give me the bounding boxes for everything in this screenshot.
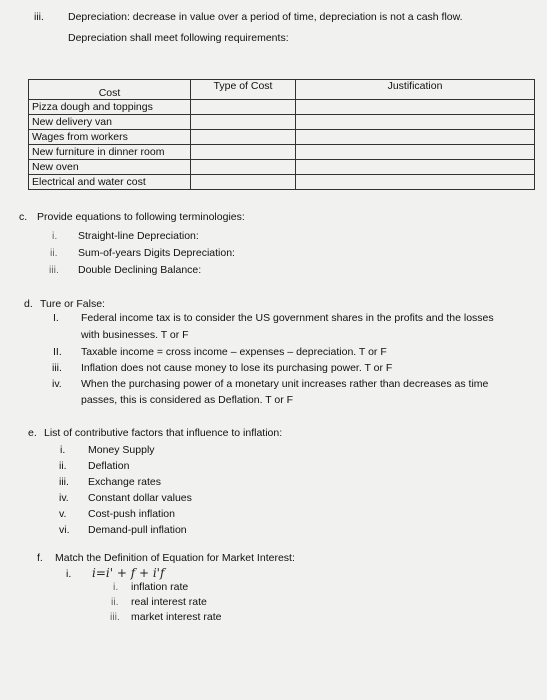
item-number: iii.	[110, 611, 120, 623]
list-item: Demand-pull inflation	[88, 524, 187, 536]
section-e-letter: e.	[28, 427, 37, 439]
item-number: i.	[60, 444, 66, 456]
table-header-row	[29, 80, 535, 100]
section-d-title: Ture or False:	[40, 298, 105, 310]
list-item: Sum-of-years Digits Depreciation:	[78, 247, 235, 259]
list-item: Deflation	[88, 460, 130, 472]
table-cell[interactable]	[191, 130, 296, 145]
table-cell[interactable]	[296, 175, 535, 190]
item-number: v.	[59, 508, 67, 520]
table-cell[interactable]	[296, 130, 535, 145]
list-item: Double Declining Balance:	[78, 264, 202, 276]
item-number: iv.	[52, 378, 62, 390]
item-number: i.	[66, 568, 72, 580]
list-item: real interest rate	[131, 596, 207, 608]
item-number: ii.	[59, 460, 67, 472]
section-f-letter: f.	[37, 552, 43, 564]
list-item: Money Supply	[88, 444, 155, 456]
table-cell: Pizza dough and toppings	[29, 100, 191, 115]
table-cell: Wages from workers	[29, 130, 191, 145]
list-item: inflation rate	[131, 581, 189, 593]
statement-text: Federal income tax is to consider the US government shares in the profits and the losses	[81, 312, 494, 324]
table-cell[interactable]	[191, 145, 296, 160]
section-c-title: Provide equations to following terminologies:	[37, 211, 245, 223]
item-number: iv.	[59, 492, 69, 504]
statement-text: Taxable income = cross income – expenses – depreciation. T or F	[81, 346, 387, 358]
depreciation-definition: Depreciation: decrease in value over a period of time, depreciation is not a cash flow.	[68, 11, 463, 23]
table-cell[interactable]	[191, 100, 296, 115]
table-row	[29, 175, 535, 190]
table-cell[interactable]	[296, 160, 535, 175]
statement-text: When the purchasing power of a monetary unit increases rather than decreases as time	[81, 378, 489, 390]
table-cell: New delivery van	[29, 115, 191, 130]
list-item: market interest rate	[131, 611, 222, 623]
statement-text: passes, this is considered as Deflation. T or F	[81, 394, 294, 406]
item-number: ii.	[50, 247, 58, 259]
table-cell: New furniture in dinner room	[29, 145, 191, 160]
item-number: i.	[52, 230, 58, 242]
table-cell[interactable]	[191, 175, 296, 190]
statement-text: Inflation does not cause money to lose its purchasing power. T or F	[81, 362, 393, 374]
table-cell[interactable]	[296, 115, 535, 130]
item-number: ii.	[111, 596, 119, 608]
item-number: iii.	[52, 362, 62, 374]
depreciation-requirements: Depreciation shall meet following requirements:	[68, 32, 289, 44]
header-justification: Justification	[296, 80, 535, 100]
item-number: iii.	[49, 264, 59, 276]
table-row	[29, 115, 535, 130]
item-number: iii.	[59, 476, 69, 488]
header-cost: Cost	[29, 80, 191, 100]
table-row	[29, 145, 535, 160]
list-item: Exchange rates	[88, 476, 161, 488]
section-numeral: iii.	[34, 11, 44, 23]
section-e-title: List of contributive factors that influence to inflation:	[44, 427, 283, 439]
list-item: Constant dollar values	[88, 492, 192, 504]
statement-text: with businesses. T or F	[81, 329, 189, 341]
table-row	[29, 160, 535, 175]
item-number: II.	[53, 346, 62, 358]
table-cell: New oven	[29, 160, 191, 175]
market-interest-equation: i=i' + f + i'f	[92, 566, 165, 580]
section-c-letter: c.	[19, 211, 28, 223]
list-item: Straight-line Depreciation:	[78, 230, 199, 242]
item-number: i.	[113, 581, 119, 593]
table-cell[interactable]	[191, 160, 296, 175]
table-cell[interactable]	[296, 145, 535, 160]
table-row	[29, 100, 535, 115]
table-row	[29, 130, 535, 145]
table-cell[interactable]	[191, 115, 296, 130]
table-cell: Electrical and water cost	[29, 175, 191, 190]
item-number: vi.	[59, 524, 70, 536]
section-f-title: Match the Definition of Equation for Market Interest:	[55, 552, 295, 564]
section-d-letter: d.	[24, 298, 33, 310]
list-item: Cost-push inflation	[88, 508, 175, 520]
cost-table	[28, 79, 535, 190]
table-cell[interactable]	[296, 100, 535, 115]
item-number: I.	[53, 312, 59, 324]
header-type-of-cost: Type of Cost	[191, 80, 296, 100]
